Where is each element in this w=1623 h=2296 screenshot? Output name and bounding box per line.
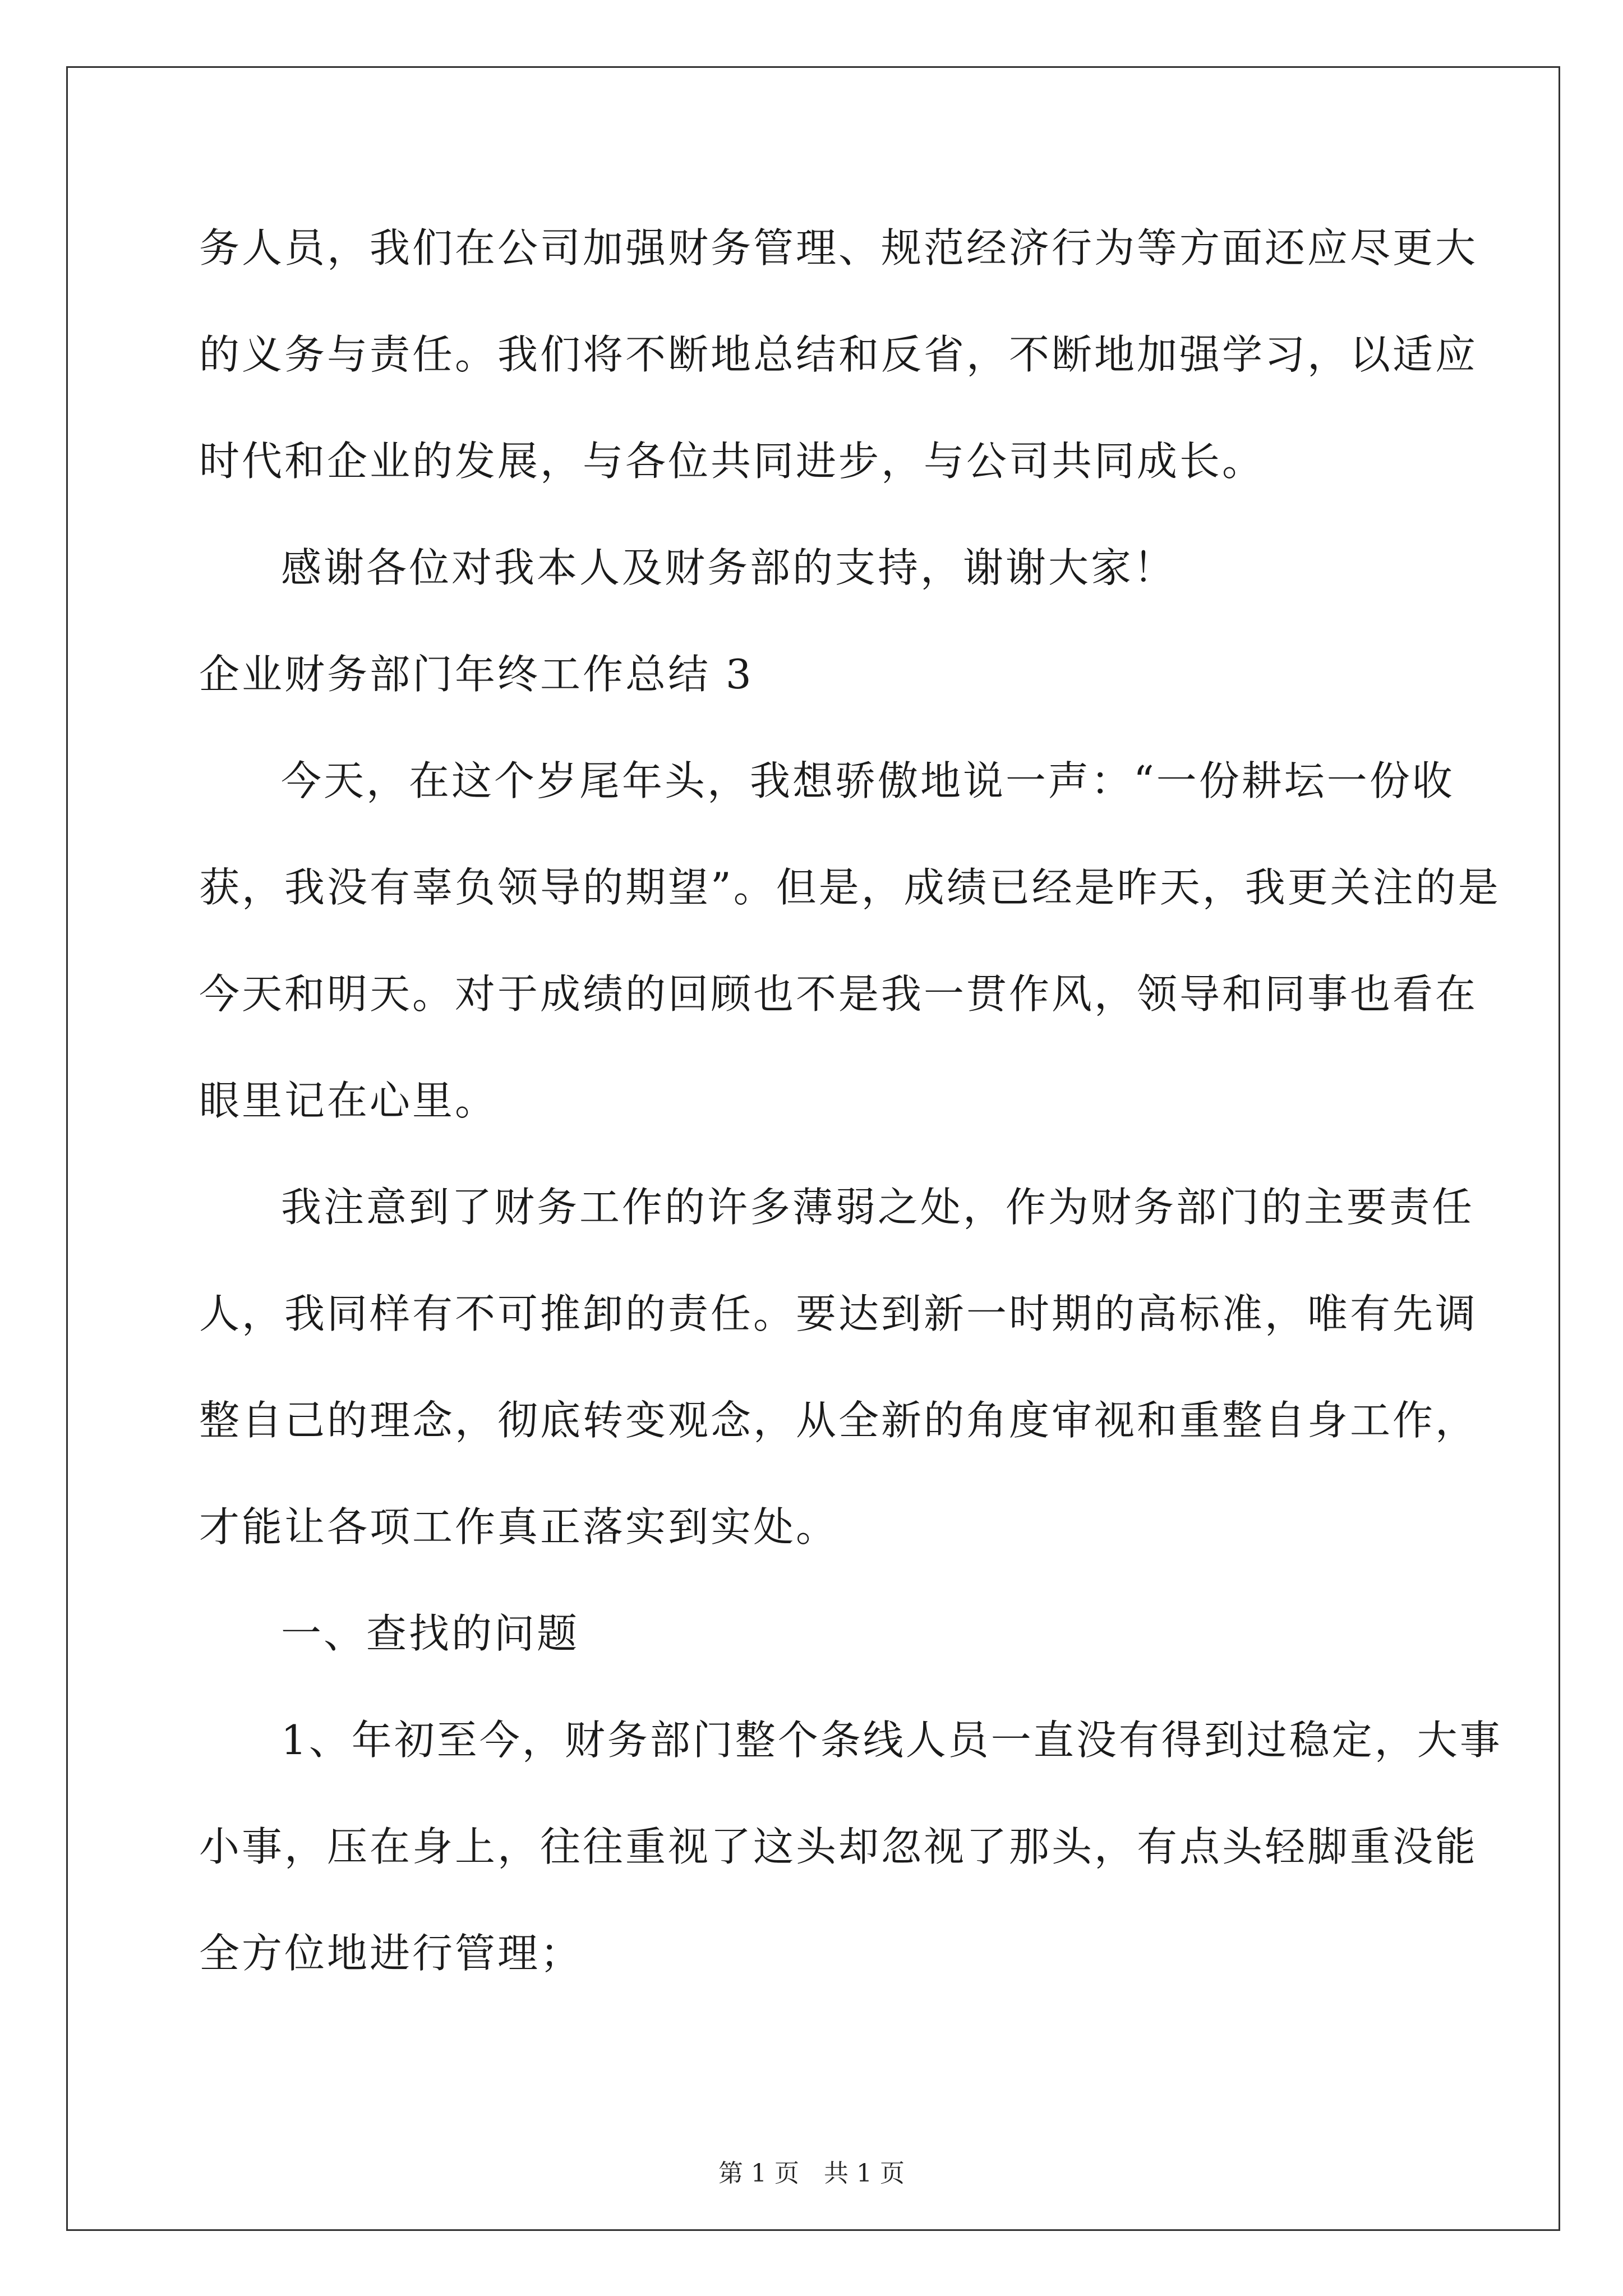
page-footer: 第 1 页 共 1 页 [718, 2159, 905, 2188]
paragraph-line: 才能让各项工作真正落实到实处。 [199, 1503, 839, 1550]
paragraph-line: 今天，在这个岁尾年头，我想骄傲地说一声：“一份耕坛一份收 [281, 757, 1455, 804]
paragraph-line: 我注意到了财务工作的许多薄弱之处，作为财务部门的主要责任 [281, 1184, 1475, 1231]
paragraph-line: 小事，压在身上，往往重视了这头却忽视了那头，有点头轻脚重没能 [199, 1823, 1478, 1870]
paragraph-line: 人，我同样有不可推卸的责任。要达到新一时期的高标准，唯有先调 [199, 1290, 1478, 1337]
subsection-heading: 一、查找的问题 [281, 1610, 580, 1657]
paragraph-line: 的义务与责任。我们将不断地总结和反省，不断地加强学习，以适应 [199, 331, 1478, 378]
document-body [199, 209, 1502, 2021]
paragraph-line: 眼里记在心里。 [199, 1077, 498, 1124]
paragraph-line: 务人员，我们在公司加强财务管理、规范经济行为等方面还应尽更大 [199, 224, 1478, 272]
paragraph-line: 时代和企业的发展，与各位共同进步，与公司共同成长。 [199, 438, 1265, 485]
paragraph-line: 全方位地进行管理； [199, 1930, 583, 1977]
paragraph-line: 整自己的理念，彻底转变观念，从全新的角度审视和重整自身工作， [199, 1397, 1478, 1444]
section-heading: 企业财务部门年终工作总结 3 [199, 651, 754, 698]
paragraph-line: 获，我没有辜负领导的期望”。但是，成绩已经是昨天，我更关注的是 [199, 864, 1501, 911]
paragraph-line: 1、年初至今，财务部门整个条线人员一直没有得到过稳定，大事 [281, 1717, 1502, 1764]
paragraph-line: 今天和明天。对于成绩的回顾也不是我一贯作风，领导和同事也看在 [199, 970, 1478, 1018]
paragraph-line: 感谢各位对我本人及财务部的支持，谢谢大家！ [281, 544, 1177, 591]
